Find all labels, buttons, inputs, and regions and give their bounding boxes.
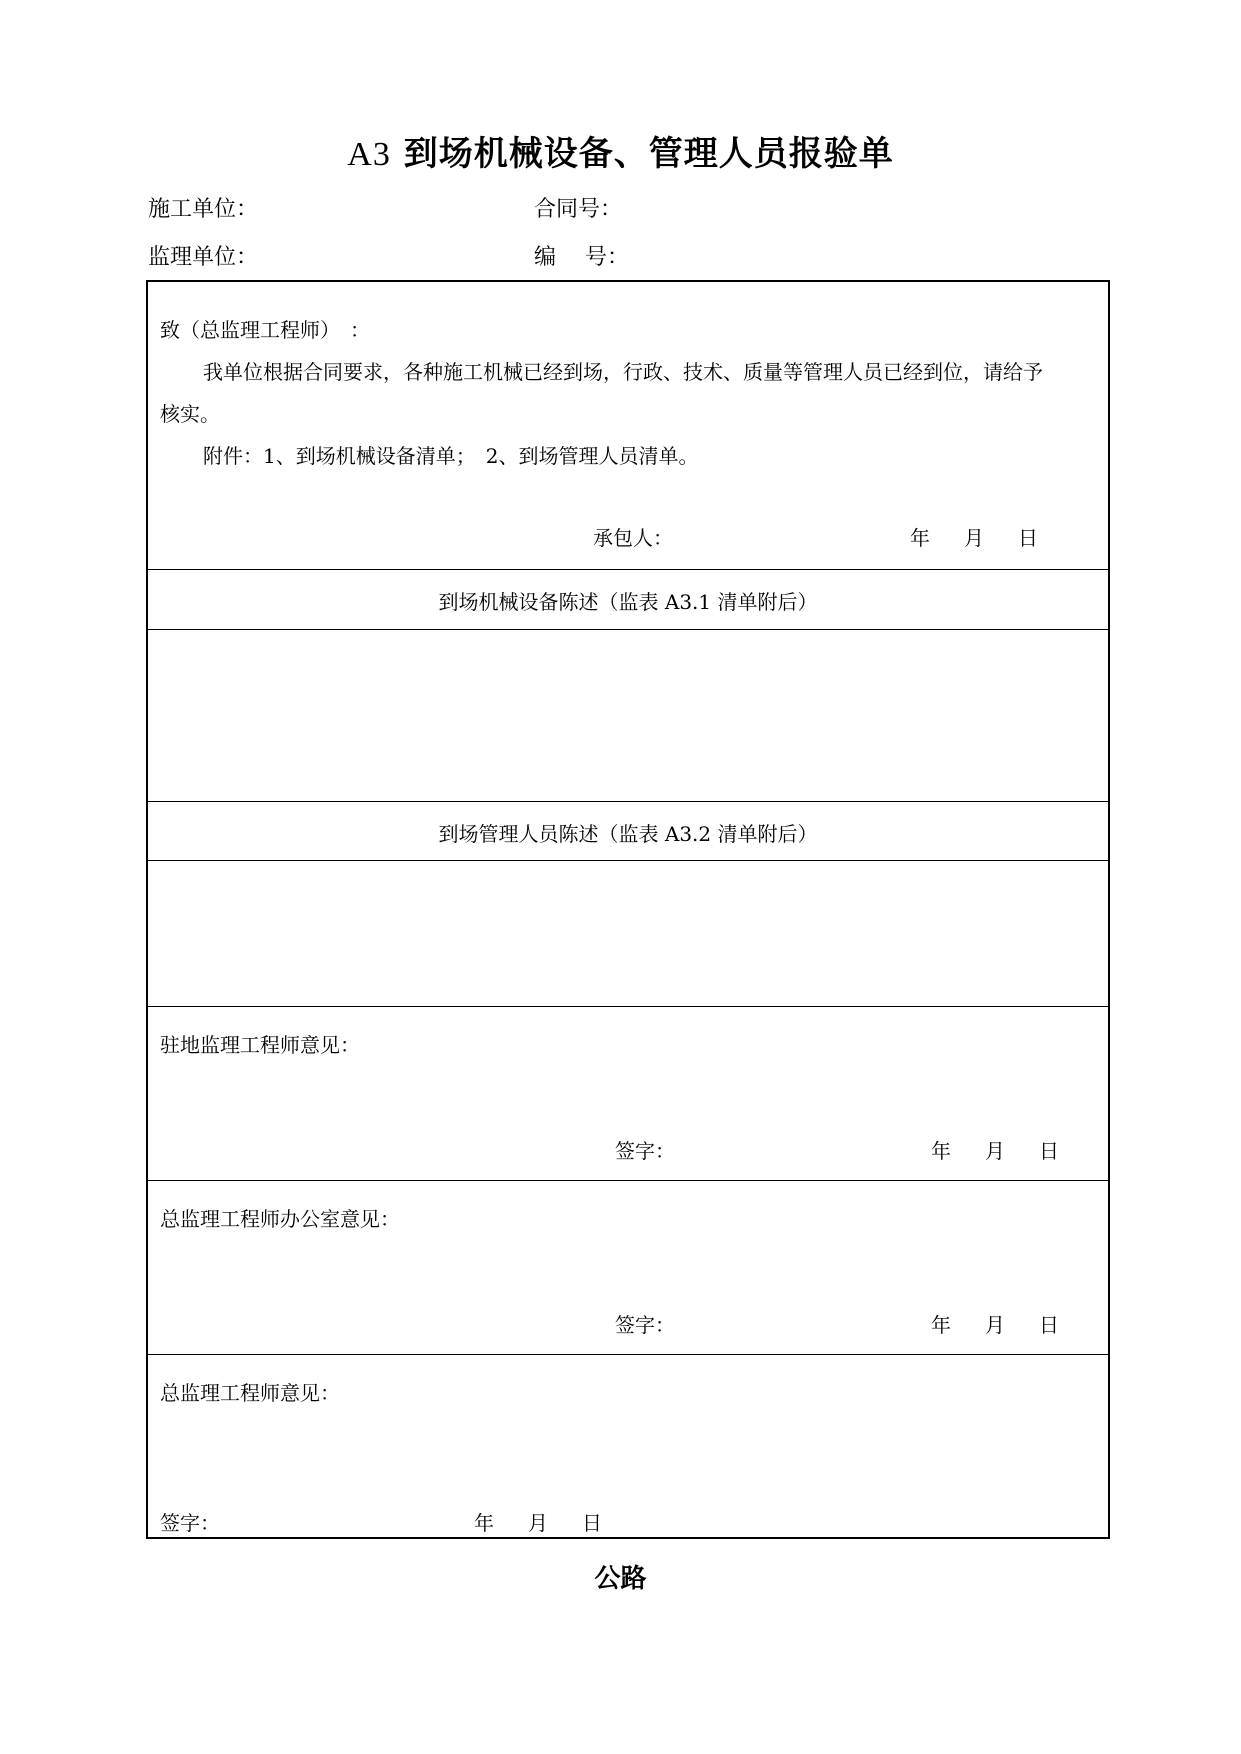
personnel-heading: 到场管理人员陈述（监表 A3.2 清单附后） [438, 822, 818, 846]
request-body-line1: 我单位根据合同要求，各种施工机械已经到场，行政、技术、质量等管理人员已经到位，请给予 [203, 360, 1043, 384]
resident-engineer-label: 驻地监理工程师意见： [160, 1033, 360, 1057]
report-form [146, 280, 1110, 1539]
resident-year-label: 年 [931, 1139, 951, 1163]
attachment-line: 附件：1、到场机械设备清单； 2、到场管理人员清单。 [203, 444, 699, 468]
form-code: A3 [347, 136, 391, 173]
chief-engineer-day-label: 日 [582, 1511, 602, 1535]
equipment-heading: 到场机械设备陈述（监表 A3.1 清单附后） [438, 590, 818, 614]
equipment-content-area[interactable] [148, 629, 1108, 801]
chief-office-sign-label: 签字： [615, 1313, 675, 1337]
footer-label: 公路 [594, 1564, 647, 1594]
chief-office-year-label: 年 [931, 1313, 951, 1337]
contractor-label: 承包人： [593, 526, 673, 550]
equipment-heading-row [148, 569, 1108, 629]
addressee-line: 致（总监理工程师） ： [160, 318, 370, 342]
contract-no-label: 合同号： [534, 197, 623, 222]
personnel-heading-row [148, 801, 1108, 860]
serial-no-label: 编 号： [534, 245, 629, 270]
page-title [0, 126, 1241, 175]
resident-month-label: 月 [985, 1139, 1005, 1163]
request-month-label: 月 [964, 526, 984, 550]
resident-day-label: 日 [1039, 1139, 1059, 1163]
chief-office-section [148, 1180, 1108, 1354]
chief-office-day-label: 日 [1039, 1313, 1059, 1337]
chief-office-label: 总监理工程师办公室意见： [160, 1207, 400, 1231]
personnel-content-area[interactable] [148, 860, 1108, 1006]
request-year-label: 年 [910, 526, 930, 550]
chief-engineer-month-label: 月 [528, 1511, 548, 1535]
chief-engineer-section [148, 1354, 1108, 1539]
chief-office-month-label: 月 [985, 1313, 1005, 1337]
chief-engineer-year-label: 年 [474, 1511, 494, 1535]
form-title-text: 到场机械设备、管理人员报验单 [403, 134, 894, 174]
supervision-unit-label: 监理单位： [148, 245, 259, 270]
resident-engineer-section [148, 1006, 1108, 1180]
request-body-line2: 核实。 [160, 402, 220, 426]
request-section [148, 282, 1108, 569]
chief-engineer-sign-label: 签字： [160, 1511, 220, 1535]
construction-unit-label: 施工单位： [148, 197, 259, 222]
resident-sign-label: 签字： [615, 1139, 675, 1163]
chief-engineer-label: 总监理工程师意见： [160, 1381, 340, 1405]
request-day-label: 日 [1018, 526, 1038, 550]
